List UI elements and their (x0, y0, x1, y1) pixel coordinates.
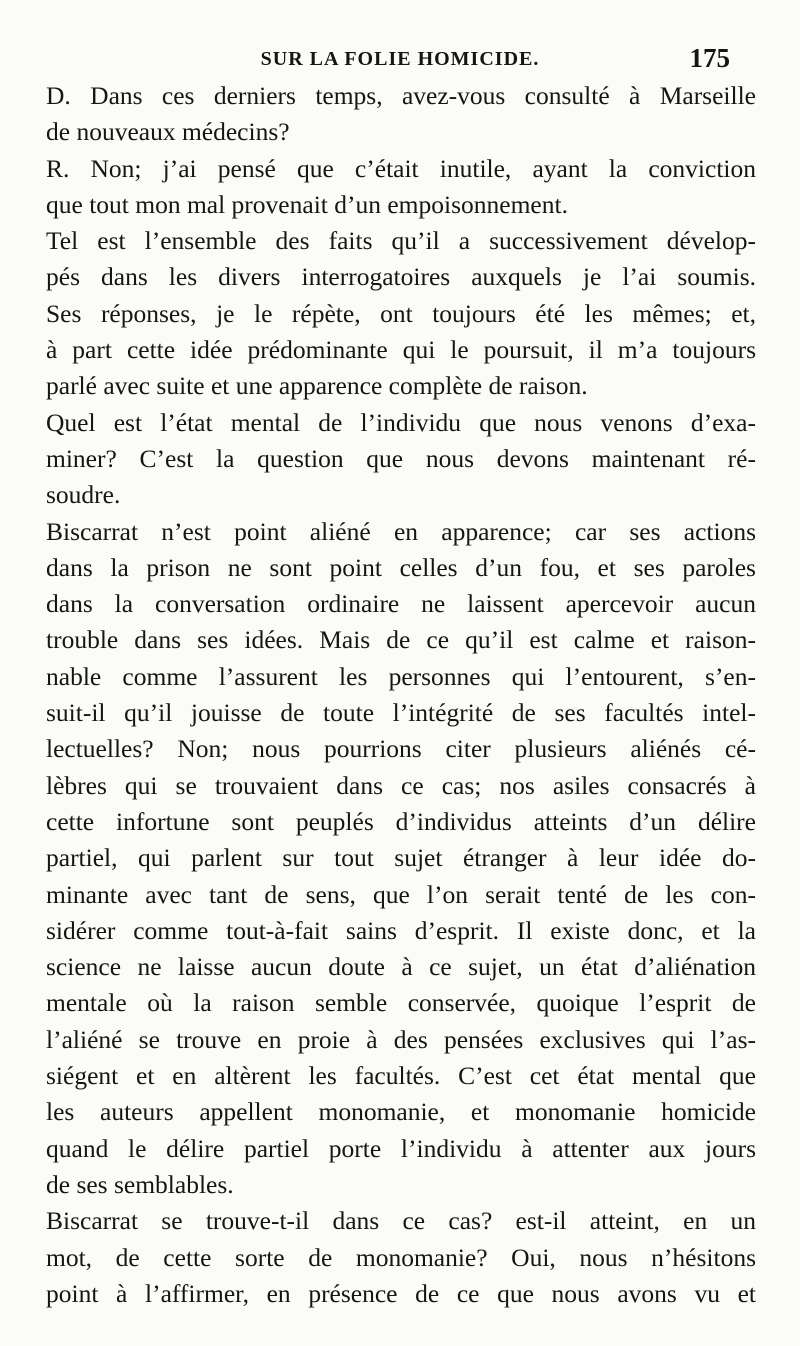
text-line: Biscarrat n’est point aliéné en apparence; car ses actions (46, 516, 756, 546)
text-line: que tout mon mal provenait d’un empoisonnement. (46, 189, 568, 219)
running-header (40, 40, 760, 76)
text-line: siégent et en altèrent les facultés. C’est cet état mental que (46, 1061, 756, 1091)
text-line: partiel, qui parlent sur tout sujet étranger à leur idée do- (46, 843, 756, 873)
text-line: Quel est l’état mental de l’individu que nous venons d’exa- (46, 407, 756, 437)
text-line: lectuelles? Non; nous pourrions citer plusieurs aliénés cé- (46, 734, 756, 764)
body-text (46, 78, 756, 1312)
text-line: point à l’affirmer, en présence de ce que nous avons vu et (46, 1278, 756, 1308)
text-line: D. Dans ces derniers temps, avez-vous consulté à Marseille (46, 81, 756, 110)
text-line: mot, de cette sorte de monomanie? Oui, nous n’hésitons (46, 1242, 756, 1272)
text-line: de nouveaux médecins? (46, 117, 290, 147)
text-line: science ne laisse aucun doute à ce sujet, un état d’aliénation (46, 952, 756, 982)
text-line: dans la prison ne sont point celles d’un fou, et ses paroles (46, 552, 756, 582)
text-line: de ses semblables. (46, 1169, 234, 1199)
text-line: soudre. (46, 480, 121, 510)
text-line: lèbres qui se trouvaient dans ce cas; nos asiles consacrés à (46, 770, 756, 800)
paragraph-5 (46, 514, 756, 1204)
text-line: quand le délire partiel porte l’individu à attenter aux jours (46, 1133, 756, 1163)
paragraph-2 (46, 151, 756, 224)
text-line: Biscarrat se trouve-t-il dans ce cas? est-il atteint, en un (46, 1206, 756, 1236)
paragraph-6 (46, 1203, 756, 1312)
text-line: l’aliéné se trouve en proie à des pensées exclusives qui l’as- (46, 1024, 756, 1054)
text-line: parlé avec suite et une apparence complète de raison. (46, 371, 588, 401)
text-line: minante avec tant de sens, que l’on serait tenté de les con- (46, 879, 756, 909)
text-line: R. Non; j’ai pensé que c’était inutile, ayant la conviction (46, 153, 756, 183)
text-line: mentale où la raison semble conservée, quoique l’esprit de (46, 988, 756, 1018)
text-line: suit-il qu’il jouisse de toute l’intégrité de ses facultés intel- (46, 698, 756, 728)
paragraph-1 (46, 78, 756, 151)
text-line: Ses réponses, je le répète, ont toujours été les mêmes; et, (46, 298, 756, 328)
paragraph-4 (46, 405, 756, 514)
text-line: trouble dans ses idées. Mais de ce qu’il est calme et raison- (46, 625, 756, 655)
text-line: à part cette idée prédominante qui le poursuit, il m’a toujours (46, 335, 756, 365)
text-line: cette infortune sont peuplés d’individus atteints d’un délire (46, 806, 756, 836)
page-number: 175 (689, 43, 730, 73)
text-line: pés dans les divers interrogatoires auxquels je l’ai soumis. (46, 262, 756, 292)
text-line: sidérer comme tout-à-fait sains d’esprit. Il existe donc, et la (46, 915, 756, 945)
paragraph-3 (46, 223, 756, 404)
running-title: SUR LA FOLIE HOMICIDE. (260, 48, 540, 70)
text-line: miner? C’est la question que nous devons maintenant ré- (46, 443, 756, 473)
text-line: nable comme l’assurent les personnes qui l’entourent, s’en- (46, 661, 756, 691)
text-line: les auteurs appellent monomanie, et monomanie homicide (46, 1097, 756, 1127)
text-line: dans la conversation ordinaire ne laissent apercevoir aucun (46, 589, 756, 619)
text-line: Tel est l’ensemble des faits qu’il a successivement dévelop- (46, 226, 756, 256)
